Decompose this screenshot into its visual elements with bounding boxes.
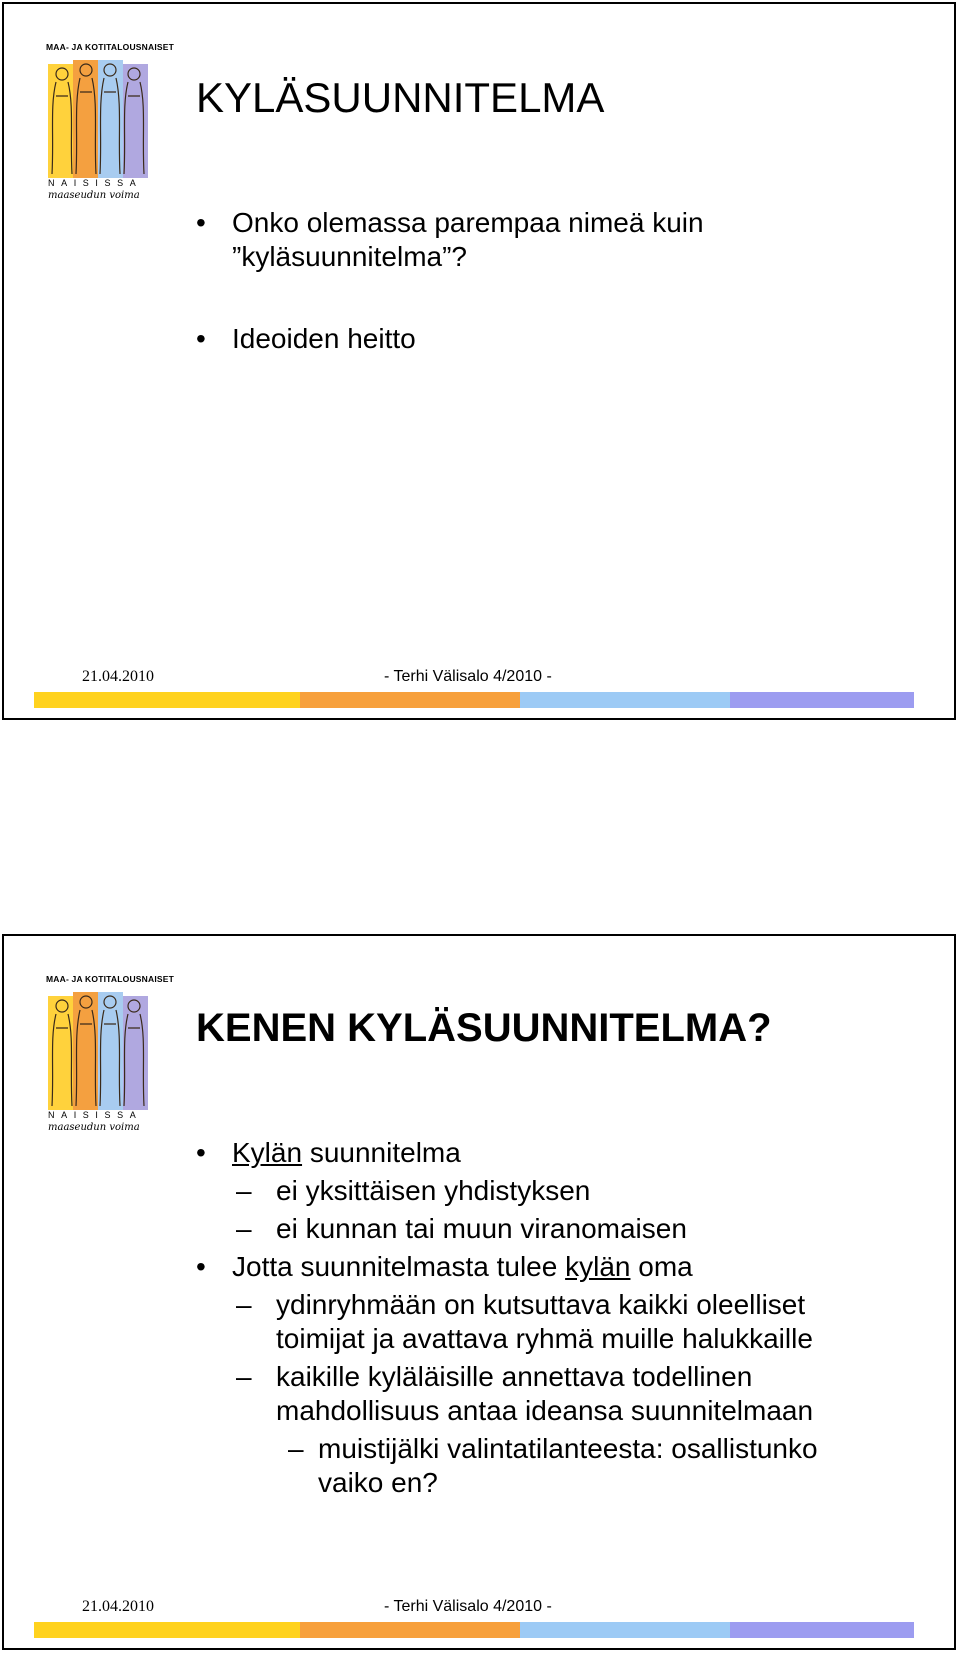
color-stripe bbox=[34, 692, 914, 708]
slide-title: KENEN KYLÄSUUNNITELMA? bbox=[196, 1006, 772, 1050]
stripe-blue bbox=[520, 1622, 730, 1638]
sub-bullet-continuation: toimijat ja avattava ryhmä muille halukkaille bbox=[276, 1323, 813, 1354]
sub-bullet-item: – ydinryhmään on kutsuttava kaikki oleelliset bbox=[196, 1288, 818, 1322]
underlined-word: Kylän bbox=[232, 1137, 303, 1168]
logo-tagline: maaseudun voima bbox=[48, 1122, 140, 1133]
sub-sub-bullet-continuation: vaiko en? bbox=[318, 1467, 438, 1498]
sub-bullet-item: – kaikille kyläläisille annettava todellinen bbox=[196, 1360, 818, 1394]
org-logo bbox=[46, 974, 175, 1134]
bullet-item: • Ideoiden heitto bbox=[196, 322, 704, 356]
stripe-purple bbox=[730, 692, 914, 708]
logo-tagline: maaseudun voima bbox=[48, 190, 140, 201]
logo-org-name: MAA- JA KOTITALOUSNAISET bbox=[46, 42, 175, 52]
logo-word: NAISISSA bbox=[48, 178, 143, 188]
sub-bullet-item: – ei kunnan tai muun viranomaisen bbox=[196, 1212, 818, 1246]
footer-date: 21.04.2010 bbox=[82, 668, 154, 685]
bullet-item: • Kylän suunnitelma bbox=[196, 1136, 818, 1170]
stripe-purple bbox=[730, 1622, 914, 1638]
bullet-item: • Onko olemassa parempaa nimeä kuin bbox=[196, 206, 704, 240]
women-figures-icon bbox=[48, 56, 148, 178]
logo-word: NAISISSA bbox=[48, 1110, 143, 1120]
color-stripe bbox=[34, 1622, 914, 1638]
bullet-list bbox=[196, 206, 704, 356]
women-figures-icon bbox=[48, 988, 148, 1110]
sub-bullet-continuation: mahdollisuus antaa ideansa suunnitelmaan bbox=[276, 1395, 814, 1426]
underlined-word: kylän bbox=[565, 1251, 631, 1282]
footer-author: - Terhi Välisalo 4/2010 - bbox=[384, 668, 552, 685]
slide-2 bbox=[2, 934, 956, 1650]
sub-sub-bullet-item: – muistijälki valintatilanteesta: osallistunko bbox=[196, 1432, 818, 1466]
bullet-item-continuation: ”kyläsuunnitelma”? bbox=[232, 241, 467, 272]
footer-author: - Terhi Välisalo 4/2010 - bbox=[384, 1598, 552, 1615]
stripe-yellow bbox=[34, 692, 300, 708]
stripe-yellow bbox=[34, 1622, 300, 1638]
org-logo bbox=[46, 42, 175, 202]
footer-date: 21.04.2010 bbox=[82, 1598, 154, 1615]
sub-bullet-item: – ei yksittäisen yhdistyksen bbox=[196, 1174, 818, 1208]
slide-title: KYLÄSUUNNITELMA bbox=[196, 74, 605, 121]
slide-1 bbox=[2, 2, 956, 720]
bullet-list bbox=[196, 1136, 818, 1500]
stripe-orange bbox=[300, 692, 520, 708]
stripe-orange bbox=[300, 1622, 520, 1638]
logo-org-name: MAA- JA KOTITALOUSNAISET bbox=[46, 974, 175, 984]
stripe-blue bbox=[520, 692, 730, 708]
bullet-item: • Jotta suunnitelmasta tulee kylän oma bbox=[196, 1250, 818, 1284]
